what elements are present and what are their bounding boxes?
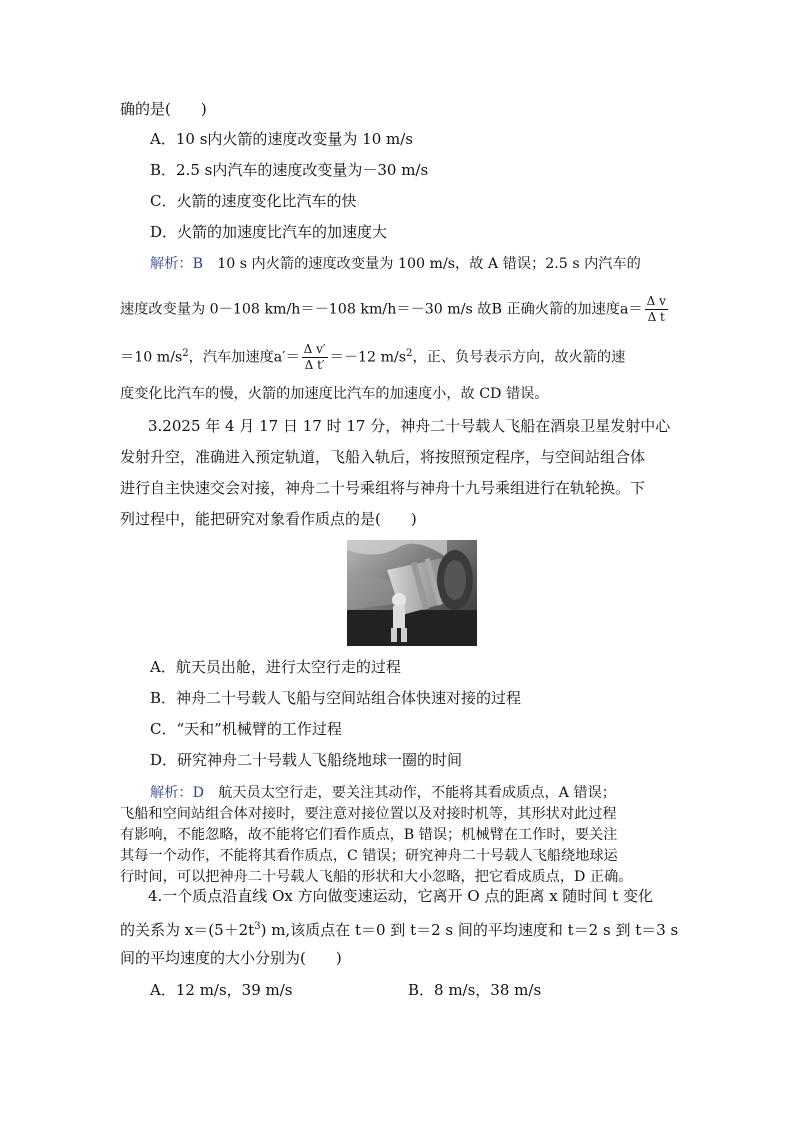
q2-analysis-text-3a: ＝10 m/s bbox=[120, 349, 183, 366]
fraction-dv-dt-2 bbox=[302, 342, 328, 373]
q3-analysis-line-1 bbox=[150, 783, 616, 803]
q2-option-c: C．火箭的速度变化比汽车的快 bbox=[150, 192, 357, 210]
q2-option-a: A．10 s内火箭的速度改变量为 10 m/s bbox=[150, 130, 413, 148]
q3-option-b: B．神舟二十号载人飞船与空间站组合体快速对接的过程 bbox=[150, 689, 522, 707]
q3-analysis-line-5: 行时间，可以把神舟二十号载人飞船的形状和大小忽略，把它看成质点，D 正确。 bbox=[120, 869, 633, 885]
fraction-denominator: Δ t bbox=[647, 310, 665, 324]
q2-analysis-line-4: 度变化比汽车的慢，火箭的加速度比汽车的加速度小，故 CD 错误。 bbox=[120, 386, 549, 402]
q3-analysis-line-2: 飞船和空间站组合体对接时，要注意对接位置以及对接时机等，其形状对此过程 bbox=[120, 806, 617, 822]
q3-analysis-text-1: 航天员太空行走，要关注其动作，不能将其看成质点，A 错误； bbox=[203, 785, 616, 801]
q4-stem-text-2b: ) m,该质点在 t＝0 到 t＝2 s 间的平均速度和 t＝2 s 到 t＝3 s bbox=[260, 921, 679, 939]
q2-analysis-line-3 bbox=[120, 342, 625, 373]
q2-option-d: D．火箭的加速度比汽车的加速度大 bbox=[150, 223, 388, 241]
q3-stem-line-2: 发射升空，准确进入预定轨道，飞船入轨后，将按照预定程序，与空间站组合体 bbox=[120, 448, 646, 466]
q3-analysis-line-3: 有影响，不能忽略，故不能将它们看作质点，B 错误；机械臂在工作时，要关注 bbox=[120, 827, 618, 843]
q3-option-c: C．“天和”机械臂的工作过程 bbox=[150, 720, 342, 738]
fraction-numerator: Δ v bbox=[646, 294, 666, 308]
q3-stem-line-3: 进行自主快速交会对接，神舟二十号乘组将与神舟十九号乘组进行在轨轮换。下 bbox=[120, 479, 646, 497]
square-superscript: 2 bbox=[182, 347, 189, 359]
q2-option-b: B．2.5 s内汽车的速度改变量为－30 m/s bbox=[150, 161, 429, 179]
q4-stem-line-3: 间的平均速度的大小分别为( ) bbox=[120, 949, 342, 967]
q2-analysis-text-3d: ，正、负号表示方向，故火箭的速 bbox=[412, 349, 626, 366]
q3-option-d: D．研究神舟二十号载人飞船绕地球一圈的时间 bbox=[150, 751, 463, 769]
q3-analysis-label: 解析： bbox=[150, 785, 193, 801]
q2-analysis-label: 解析： bbox=[150, 256, 193, 272]
q3-stem-line-4: 列过程中，能把研究对象看作质点的是( ) bbox=[120, 510, 417, 528]
fraction-denominator-2: Δ t′ bbox=[304, 358, 325, 372]
accel-symbol: a＝ bbox=[619, 301, 643, 318]
q2-analysis-text-3b: ，汽车加速度 bbox=[188, 349, 274, 366]
q2-analysis-answer: B bbox=[192, 256, 204, 272]
q4-option-b: B．8 m/s，38 m/s bbox=[408, 981, 542, 999]
fraction-numerator-2: Δ v′ bbox=[303, 342, 326, 356]
q2-analysis-text-1: 10 s 内火箭的速度改变量为 100 m/s，故 A 错误；2.5 s 内汽车的 bbox=[203, 256, 641, 272]
q2-analysis-text-2: 速度改变量为 0－108 km/h＝－108 km/h＝－30 m/s 故B 正确火箭的加速度 bbox=[120, 301, 620, 318]
q2-stem-tail: 确的是( ) bbox=[120, 100, 207, 118]
q2-analysis-text-3c: ＝－12 m/s bbox=[329, 349, 407, 366]
q4-stem-text-2a: 的关系为 x＝(5＋2t bbox=[120, 921, 255, 939]
cube-superscript: 3 bbox=[254, 921, 261, 932]
q3-option-a: A．航天员出舱，进行太空行走的过程 bbox=[150, 658, 401, 676]
q3-analysis-answer: D bbox=[192, 785, 204, 801]
q3-stem-line-1: 3.2025 年 4 月 17 日 17 时 17 分，神舟二十号载人飞船在酒泉卫星发射中心 bbox=[148, 417, 671, 435]
q4-stem-line-1: 4.一个质点沿直线 Ox 方向做变速运动，它离开 O 点的距离 x 随时间 t 变化 bbox=[148, 887, 654, 905]
q2-analysis-line-2 bbox=[120, 294, 670, 325]
q4-stem-line-2 bbox=[120, 917, 678, 940]
spacewalk-photo bbox=[347, 540, 477, 646]
square-superscript-2: 2 bbox=[406, 347, 413, 359]
q3-analysis-line-4: 其每一个动作，不能将其看作质点，C 错误；研究神舟二十号载人飞船绕地球运 bbox=[120, 848, 618, 864]
fraction-dv-dt bbox=[645, 294, 668, 325]
q2-analysis-line-1 bbox=[150, 254, 641, 274]
accel-symbol-2: a′＝ bbox=[273, 349, 300, 366]
q4-option-a: A．12 m/s，39 m/s bbox=[150, 981, 293, 999]
